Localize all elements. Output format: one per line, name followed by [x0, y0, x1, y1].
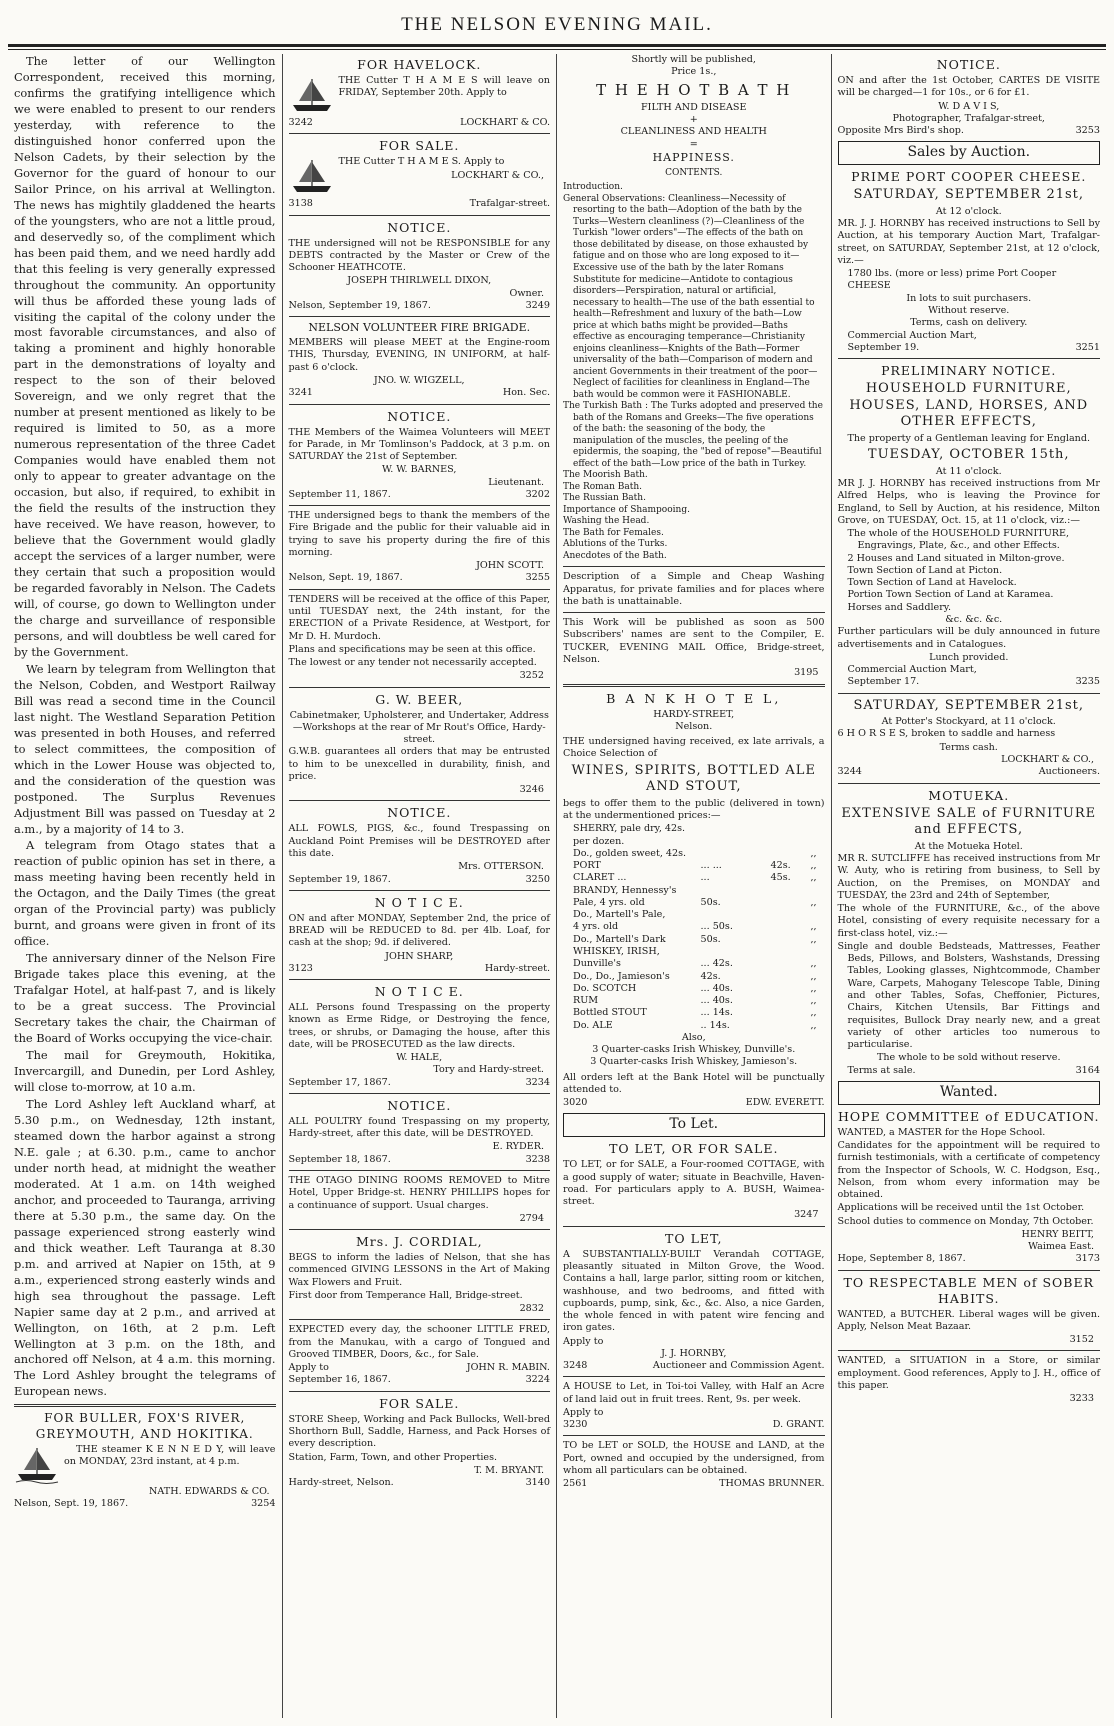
book-plus: +	[689, 113, 698, 125]
column-divider	[14, 1404, 276, 1407]
price-list	[563, 823, 825, 1032]
ad-text: A SUBSTANTIALLY-BUILT Verandah COTTAGE, pleasantly situated in Milton Grove, the Wood. Contains a hall, large parlor, sitting room or kitchen, washhouse, and two bedrooms, and fitted with cupboards, pump, sink, &c., &c. Also, a nice Garden, the whole fenced in with patent wire fencing and iron gates.	[563, 1248, 825, 1334]
ad-number: 2794	[519, 1212, 544, 1224]
ad-text: Candidates for the appointment will be required to furnish testimonials, with a certificate of competency from the Inspector of Schools, W. C. Hodgson, Esq., Nelson, from whom every information may be obtained.	[837, 1140, 1100, 1201]
ad-thanks	[289, 510, 551, 585]
divider	[563, 1226, 825, 1227]
list-item: 2 Houses and Land situated in Milton-grove.	[847, 552, 1065, 564]
ad-number: 3164	[1075, 1064, 1100, 1076]
ad-date-heading: SATURDAY, SEPTEMBER 21st,	[853, 187, 1085, 203]
price-row: SHERRY, pale dry, 42s. per dozen.	[573, 823, 686, 847]
ad-place: Waimea East.	[1028, 1241, 1094, 1253]
ad-place: At Potter's Stockyard, at 11 o'clock.	[881, 716, 1056, 728]
ad-date: September 17, 1867.	[288, 1076, 391, 1088]
ad-heading: NOTICE.	[936, 57, 1001, 72]
ad-heading: TO RESPECTABLE MEN of SOBER HABITS.	[843, 1274, 1095, 1306]
ad-name: JNO. W. WIGZELL,	[373, 375, 465, 386]
ad-sale-cutter	[289, 138, 551, 210]
ad-heading: N O T I C E.	[374, 894, 464, 910]
ad-heading: FOR BULLER, FOX'S RIVER, GREYMOUTH, AND HOKITIKA.	[35, 1411, 254, 1441]
section-box-auction: Sales by Auction.	[838, 141, 1101, 165]
ad-name: THOMAS BRUNNER.	[719, 1478, 825, 1490]
book-publish-note: This Work will be published as soon as 500 Subscribers' names are sent to the Compiler, E. TUCKER, EVENING MAIL Office, Bridge-street, Nelson.	[563, 617, 825, 665]
ad-reserve: Without reserve.	[928, 304, 1010, 316]
ad-number: 3249	[525, 299, 550, 311]
ad-heading: NOTICE.	[387, 408, 452, 424]
article-paragraph: The mail for Greymouth, Hokitika, Invercargill, and Dunedin, per Lord Ashley, will close to-morrow, at 10 a.m.	[14, 1048, 276, 1094]
ad-number: 3140	[525, 1477, 550, 1489]
ship-icon	[289, 156, 335, 196]
ad-date-heading: TUESDAY, OCTOBER 15th,	[867, 447, 1070, 463]
ad-also: Also,	[681, 1031, 706, 1043]
ad-role: Lieutenant.	[488, 476, 544, 488]
ad-number: 3248	[563, 1360, 588, 1372]
contents-item: Anecdotes of the Bath.	[563, 550, 667, 561]
ad-text: TO be LET or SOLD, the HOUSE and LAND, at the Port, owned and occupied by the undersigned, from whom all particulars can be obtained.	[563, 1440, 825, 1476]
ad-number: 2832	[519, 1303, 544, 1315]
ad-number: 2561	[563, 1478, 588, 1490]
ad-date: September 16, 1867.	[288, 1374, 391, 1386]
ad-text: Single and double Bedsteads, Mattresses, Feather Beds, Pillows, and Bolsters, Washstands, Dressing Tables, Looking glasses, Nightcommode, Chamber Ware, Carpets, Mahogany Telescope Table, Dining and other Tables, Sofas, Cheffonier, Pictures, Chairs, Kitchen Utensils, Bar Fittings and requisites, Bullock Dray nearly new, and a great variety of other articles too numerous to particularise.	[837, 940, 1100, 1051]
ad-text: THE undersigned will not be RESPONSIBLE for any DEBTS contracted by the Master or Crew of the Schooner HEATHCOTE.	[288, 237, 550, 274]
ad-number: 3254	[251, 1498, 276, 1510]
ad-agent: LOCKHART & CO.	[460, 117, 550, 128]
ad-hope-committee	[838, 1109, 1101, 1266]
ad-heading: B A N K H O T E L,	[606, 690, 782, 706]
ad-motueka	[838, 788, 1101, 1077]
ad-horses	[838, 698, 1101, 779]
divider	[563, 1435, 825, 1436]
divider	[289, 687, 551, 688]
ad-number: 3173	[1075, 1253, 1100, 1265]
ad-name: JOHN R. MABIN.	[466, 1362, 550, 1374]
ad-otago-dining	[289, 1175, 551, 1225]
ad-title: EXTENSIVE SALE of FURNITURE and EFFECTS,	[841, 805, 1097, 838]
ad-date: September 19, 1867.	[288, 873, 391, 885]
ad-lots: In lots to suit purchasers.	[906, 292, 1032, 304]
price-row: Dunville's ... 42s. ,,	[573, 958, 817, 970]
article-paragraph: The letter of our Wellington Correspondent, received this morning, confirms the gratifying intelligence which we were enabled to present to our renders yesterday, with reference to the distinguished honor conferred upon the Nelson Cadets, by their selection by the Governor for the guard of honour to our Sailor Prince, on his arrival at Wellington. The news has mightily gladdened the hearts of the youngsters, who are not a little proud, and deservedly so, of the compliment which has been paid them, and we need hardly add that this feeling is very generally expressed throughout the community. An opportunity will thus be afforded these young lads of visiting the capital of the colony under the most favorable circumstances, and also of taking a prominent and highly honorable part in the demonstrations of loyalty and respect to the son of their beloved Sovereign, and we only regret that the number at present mentioned as likely to be required is limited to 50, as a more numerous representation of the three Cadet Companies would have enabled them not only to appear to greater advantage on the occasion, but also, if required, to exhibit in the field the results of the instruction they have received. We have reason, however, to believe that the Government would gladly accept the services of a larger number, were they certain that such a proposition would be regarded favorably in Nelson. The Cadets will, of course, go down to Wellington under the charge and surveillance of responsible persons, and will doubtless be well cared for by the Government.	[14, 54, 276, 659]
ad-mart: Commercial Auction Mart,	[847, 664, 977, 676]
ad-number: 3195	[794, 667, 819, 679]
article-paragraph: The anniversary dinner of the Nelson Fire Brigade takes place this evening, at the Trafalgar Hotel, at half-past 7, and is likely to be a great success. The Provincial Secretary takes the chair, the Chairman of the Board of Works occupying the vice-chair.	[14, 951, 276, 1046]
ad-role: Auctioneer and Commission Agent.	[652, 1360, 825, 1372]
ad-date: Nelson, Sept. 19, 1867.	[14, 1498, 129, 1510]
ad-notice-bread	[289, 895, 551, 975]
contents-item: Washing the Head.	[563, 516, 650, 527]
ad-agent: LOCKHART & CO.,	[451, 169, 544, 181]
ad-name: JOSEPH THIRLWELL DIXON,	[347, 275, 492, 287]
book-subtitle: HAPPINESS.	[652, 150, 735, 164]
ad-heading: TO LET,	[665, 1230, 723, 1246]
divider	[563, 684, 825, 687]
article-paragraph: A telegram from Otago states that a reaction of public opinion has set in there, a mass meeting having been recently held in the Octagon, and the Daily Times (the great organ of the Provincial party) was publicly burnt, and groans were given in front of its office.	[14, 838, 276, 949]
column-1	[8, 54, 283, 1718]
divider	[289, 800, 551, 801]
contents-item: The Roman Bath.	[563, 481, 642, 492]
ad-text: School duties to commence on Monday, 7th October.	[837, 1215, 1094, 1227]
list-item: &c. &c. &c.	[945, 614, 1003, 625]
ad-number: 3247	[794, 1209, 819, 1221]
ad-text: First door from Temperance Hall, Bridge-street.	[288, 1289, 523, 1301]
contents-item: Ablutions of the Turks.	[563, 539, 668, 550]
divider	[289, 215, 551, 216]
ad-number: 3252	[519, 670, 544, 682]
ad-terms: Terms cash.	[939, 741, 998, 753]
ad-text: ALL POULTRY found Trespassing on my property, Hardy-street, after this date, will be DESTROYED.	[288, 1115, 550, 1140]
ad-item-list	[838, 528, 1101, 626]
ad-time: At 12 o'clock.	[935, 205, 1002, 217]
ad-place: Opposite Mrs Bird's shop.	[837, 125, 964, 137]
ship-icon	[14, 1444, 60, 1484]
article-paragraph: The Lord Ashley left Auckland wharf, at 5.30 p.m., on Wednesday, 12th instant, steamed down the harbor against a strong N.E. gale ; at 6.30. p.m., came to anchor under north head, at midnight the weather moderated. At 1 a.m. on 14th weighed anchor, and proceeded to Tauranga, arriving there at 5.30 p.m., the same day. On the passage experienced strong easterly wind and thick weather. Left Tauranga at 8.30 p.m. and arrived at Napier on 15th, at 9 a.m., experienced strong easterly winds and high sea throughout the passage. Left Napier same day at 2 p.m., and arrived at Wellington, on 16th, at 2 p.m. Left Wellington at 3 p.m. on the 18th, and anchored off Nelson, at 4 a.m. this morning. The Lord Ashley brought the telegrams of European news.	[14, 1096, 276, 1399]
price-row: Do. SCOTCH ... 40s. ,,	[573, 982, 817, 994]
ad-number: 3244	[837, 766, 862, 778]
divider	[289, 1319, 551, 1320]
divider	[289, 404, 551, 405]
divider	[563, 1376, 825, 1377]
ad-text: THE Cutter T H A M E S. Apply to	[338, 156, 505, 168]
ad-date: September 11, 1867.	[288, 488, 391, 500]
list-item: The whole of the HOUSEHOLD FURNITURE, Engravings, Plate, &c., and other Effects.	[847, 528, 1070, 552]
ad-text: G.W.B. guarantees all orders that may be entrusted to him to be unexcelled in durability, finish, and price.	[288, 746, 550, 782]
ad-number: 3238	[525, 1153, 550, 1165]
contents-item: The Russian Bath.	[563, 493, 646, 504]
ad-text: THE undersigned begs to thank the members of the Fire Brigade and the public for their valuable aid in trying to save his property during the fire of this morning.	[288, 510, 550, 558]
divider	[289, 979, 551, 980]
ad-text: TO LET, or for SALE, a Four-roomed COTTAGE, with a good supply of water; situate in Beachville, Haven-road. For particulars apply to A. BUSH, Waimea-street.	[563, 1159, 825, 1208]
ad-text: begs to offer them to the public (delivered in town) at the undermentioned prices:—	[563, 797, 825, 822]
ad-subtitle: At the Motueka Hotel.	[914, 840, 1023, 852]
newspaper-title: THE NELSON EVENING MAIL.	[401, 14, 713, 35]
price-row: Bottled STOUT ... 14s. ,,	[573, 1007, 817, 1019]
ad-name: J. J. HORNBY,	[661, 1347, 727, 1359]
column-2	[283, 54, 558, 1718]
page-columns	[8, 54, 1106, 1718]
ad-subtitle: The property of a Gentleman leaving for England.	[847, 432, 1091, 444]
ad-terms: Terms, cash on delivery.	[910, 317, 1028, 329]
ad-name: T. M. BRYANT.	[474, 1464, 544, 1476]
ad-place: Trafalgar-street.	[469, 198, 550, 210]
ad-heading: MOTUEKA.	[928, 787, 1010, 803]
column-4	[832, 54, 1107, 1718]
ad-text: The lowest or any tender not necessarily accepted.	[288, 657, 537, 669]
ad-number: 3230	[563, 1419, 588, 1431]
ad-place: Tory and Hardy-street.	[433, 1064, 544, 1076]
ad-text: 6 H O R S E S, broken to saddle and harness	[837, 728, 1056, 740]
ad-text: ON and after the 1st October, CARTES DE VISITE will be charged—1 for 10s., or 6 for £1.	[837, 75, 1100, 99]
ad-notice-otterson	[289, 805, 551, 885]
masthead-rule	[8, 44, 1106, 47]
ad-text: Further particulars will be duly announced in future advertisements and in Catalogues.	[837, 626, 1100, 650]
ad-number: 3233	[1069, 1393, 1094, 1405]
divider	[838, 1270, 1101, 1271]
book-subtitle: CLEANLINESS AND HEALTH	[620, 126, 767, 138]
ad-bank-hotel	[563, 691, 825, 1110]
ad-role: Owner.	[509, 287, 544, 299]
list-item: Horses and Saddlery.	[847, 601, 951, 613]
ad-havelock	[289, 57, 551, 129]
ad-apply: Apply to	[563, 1406, 604, 1418]
ad-text: All orders left at the Bank Hotel will be punctually attended to.	[563, 1071, 825, 1095]
ad-number: 3235	[1075, 676, 1100, 688]
ad-number: 3255	[525, 572, 550, 584]
ad-reserve: The whole to be sold without reserve.	[876, 1052, 1061, 1064]
contents-list	[563, 182, 825, 562]
ad-date-heading: SATURDAY, SEPTEMBER 21st,	[853, 697, 1085, 713]
contents-item: The Bath for Females.	[563, 527, 664, 538]
ad-text: MR. J. J. HORNBY has received instructions to Sell by Auction, at his temporary Auction Mart, Trafalgar-street, on SATURDAY, September 21st, at 12 o'clock, viz.—	[837, 218, 1100, 266]
book-subtitle: FILTH AND DISEASE	[641, 101, 747, 113]
ad-lunch: Lunch provided.	[929, 651, 1009, 663]
contents-item: The Moorish Bath.	[563, 470, 648, 481]
ad-name: HENRY BEITT,	[1021, 1228, 1094, 1240]
ad-heading: FOR HAVELOCK.	[357, 57, 482, 72]
ad-heading: HOPE COMMITTEE of EDUCATION.	[838, 1108, 1100, 1124]
ad-text: WANTED, a MASTER for the Hope School.	[837, 1126, 1046, 1138]
article-paragraph: We learn by telegram from Wellington that the Nelson, Cobden, and Westport Railway Bill was read a second time in the Council last night. The Westland Separation Petition was presented in both Houses, and referred to select committees, the composition of which in the Lower House was objected to, and the consideration of the question was postponed. The Surplus Revenues Adjustment Bill was passed on Tuesday at 2 a.m., by a majority of 14 to 3.	[14, 661, 276, 836]
price-row: Pale, 4 yrs. old 50s. ,,	[573, 896, 817, 908]
ad-number: 3020	[563, 1097, 588, 1109]
divider	[289, 1170, 551, 1171]
ad-preliminary	[838, 363, 1101, 689]
price-row: Do. ALE .. 14s. ,,	[573, 1019, 817, 1031]
ad-heading: NOTICE.	[387, 805, 452, 821]
ad-text: A HOUSE to Let, in Toi-toi Valley, with Half an Acre of land laid out in fruit trees. Rent, 9s. per week.	[563, 1381, 825, 1405]
ad-text: STORE Sheep, Working and Pack Bullocks, Well-bred Shorthorn Bull, Saddle, Harness, and Pack Horses of every description.	[288, 1413, 550, 1450]
ad-role: Photographer, Trafalgar-street,	[892, 112, 1045, 124]
ad-subheading: Cabinetmaker, Upholsterer, and Undertaker, Address—Workshops at the rear of Mr Rout's Office, Hardy-street.	[289, 709, 549, 746]
ad-role: Hon. Sec.	[502, 387, 550, 399]
divider	[289, 133, 551, 134]
list-item: Portion Town Section of Land at Karamea.	[847, 589, 1054, 601]
ad-text: MR J. J. HORNBY has received instructions from Mr Alfred Helps, who is leaving the Province for England, to Sell by Auction, at his residence, Milton Grove, on TUESDAY, Oct. 15, at 11 o'clock, viz.:—	[837, 478, 1100, 526]
section-box-to-let: To Let.	[563, 1113, 825, 1137]
divider	[289, 316, 551, 317]
book-equals: =	[689, 138, 698, 150]
ad-notice-hale	[289, 984, 551, 1089]
ad-name: W. HALE,	[396, 1052, 443, 1064]
ad-item: 1780 lbs. (more or less) prime Port Cooper CHEESE	[847, 268, 1057, 292]
ad-mart: Commercial Auction Mart,	[847, 329, 977, 341]
ad-number: 3242	[288, 117, 313, 128]
ad-role: Auctioneers.	[1038, 766, 1100, 778]
divider	[289, 1391, 551, 1392]
price-row: CLARET ... ... 45s. ,,	[573, 872, 817, 884]
contents-item: The Turkish Bath : The Turks adopted and preserved the bath of the Romans and Greeks—The five operations of the bath: the seasoning of the body, the manipulation of the muscles, the peeling of the epidermis, the soaping, the "bed of repose"—Beautiful effect of the bath—Low price of the bath in Turkey.	[563, 401, 823, 469]
column-3	[557, 54, 832, 1718]
ad-heading: G. W. BEER,	[375, 691, 464, 707]
ad-name: W. W. BARNES,	[382, 464, 457, 476]
divider	[289, 890, 551, 891]
divider	[838, 1350, 1101, 1351]
ad-name: D. GRANT.	[772, 1419, 825, 1431]
divider	[289, 1093, 551, 1094]
price-row: Do., Martell's Dark 50s. ,,	[573, 933, 817, 945]
masthead	[0, 0, 1114, 46]
ad-text: MEMBERS will please MEET at the Engine-room THIS, Thursday, EVENING, IN UNIFORM, at half-past 6 o'clock.	[288, 337, 550, 373]
ad-text: WANTED, a BUTCHER. Liberal wages will be given. Apply, Nelson Meat Bazaar.	[837, 1308, 1100, 1332]
ad-heading: TO LET, OR FOR SALE.	[609, 1141, 779, 1157]
ad-text: Station, Farm, Town, and other Properties.	[288, 1451, 498, 1463]
divider	[838, 358, 1101, 359]
ad-time: At 11 o'clock.	[935, 465, 1002, 477]
ad-date: Nelson, Sept. 19, 1867.	[288, 572, 403, 584]
ad-name: LOCKHART & CO.,	[1001, 754, 1094, 766]
book-intro: Shortly will be published,	[631, 54, 756, 65]
list-item: Town Section of Land at Picton.	[847, 564, 1003, 576]
ad-expected	[289, 1324, 551, 1386]
ad-text: MR R. SUTCLIFFE has received instructions from Mr W. Auty, who is retiring from business, to Sell by Auction, on the Premises, on MONDAY and TUESDAY, the 23rd and 24th of September,	[837, 853, 1100, 901]
book-price: Price 1s.,	[671, 66, 717, 78]
ad-notice-ryder	[289, 1098, 551, 1166]
ad-notice-waimea	[289, 409, 551, 502]
price-row: PORT ... ... 42s. ,,	[573, 860, 817, 872]
ad-cordial	[289, 1234, 551, 1315]
ad-date: Nelson, September 19, 1867.	[288, 299, 431, 311]
ad-agent: NATH. EDWARDS & CO.	[149, 1486, 270, 1498]
ad-text: WANTED, a SITUATION in a Store, or similar employment. Good references, Apply to J. H., office of this paper.	[837, 1355, 1100, 1391]
price-row: WHISKEY, IRISH,	[573, 946, 660, 958]
ad-notice-davis	[838, 57, 1101, 137]
divider	[289, 1229, 551, 1230]
ad-name: JOHN SHARP,	[385, 950, 454, 962]
ad-number: 3246	[519, 784, 544, 796]
ad-title: HOUSEHOLD FURNITURE, HOUSES, LAND, HORSES, AND OTHER EFFECTS,	[849, 381, 1089, 430]
ad-date: September 17.	[847, 676, 920, 688]
ad-tenders	[289, 594, 551, 683]
section-box-wanted: Wanted.	[838, 1081, 1101, 1105]
ad-text: THE Members of the Waimea Volunteers will MEET for Parade, in Mr Tomlinson's Paddock, at 3 p.m. on SATURDAY the 21st of September.	[288, 426, 550, 463]
ad-text: ALL Persons found Trespassing on the property known as Erme Ridge, or Destroying the fence, trees, or shrubs, or Damaging the house, after this date, will be PROSECUTED as the law directs.	[288, 1002, 550, 1050]
ad-sale-bryant	[289, 1396, 551, 1490]
divider	[838, 783, 1101, 784]
ad-number: 3224	[525, 1374, 550, 1386]
ad-text: THE undersigned having received, ex late arrivals, a Choice Selection of	[563, 736, 825, 760]
contents-item: Importance of Shampooing.	[563, 504, 690, 515]
ad-number: 3152	[1069, 1334, 1094, 1346]
ad-apply: Apply to	[563, 1335, 604, 1347]
ad-fire-brigade	[289, 321, 551, 399]
ad-name: JOHN SCOTT.	[476, 560, 544, 572]
ad-text: ON and after MONDAY, September 2nd, the price of BREAD will be REDUCED to 8d. per 4lb. Loaf, for cash at the shop; 9d. if delivered.	[288, 912, 550, 949]
divider	[289, 505, 551, 506]
ad-text: EXPECTED every day, the schooner LITTLE FRED, from the Manukau, with a cargo of Tongued and Grooved TIMBER, Doors, &c., for Sale.	[288, 1324, 550, 1360]
ad-name: EDW. EVERETT.	[745, 1097, 825, 1109]
ad-heading: FOR SALE.	[379, 1395, 460, 1411]
ad-date: September 18, 1867.	[288, 1153, 391, 1165]
ad-sober-habits	[838, 1275, 1101, 1406]
ship-icon	[289, 75, 335, 115]
ad-number: 3234	[525, 1076, 550, 1088]
ad-heading: N O T I C E.	[374, 984, 464, 1000]
price-row: BRANDY, Hennessy's	[573, 884, 677, 896]
divider	[838, 693, 1101, 694]
ad-number: 3241	[288, 387, 313, 399]
ad-text: THE OTAGO DINING ROOMS REMOVED to Mitre Hotel, Upper Bridge-st. HENRY PHILLIPS hopes for a continuance of support. Usual charges.	[288, 1175, 550, 1211]
ad-name: E. RYDER.	[492, 1141, 544, 1153]
price-row: 4 yrs. old ... 50s. ,,	[573, 921, 817, 933]
ad-heading: Mrs. J. CORDIAL,	[355, 1234, 483, 1250]
ad-text: BEGS to inform the ladies of Nelson, that she has commenced GIVING LESSONS in the Art of Making Wax Flowers and Fruit.	[288, 1252, 550, 1288]
ad-heading: PRELIMINARY NOTICE.	[881, 363, 1057, 379]
price-row: RUM ... 40s. ,,	[573, 995, 817, 1007]
divider	[563, 612, 825, 613]
ad-beer	[289, 692, 551, 797]
ad-date: Hope, September 8, 1867.	[837, 1253, 966, 1265]
ad-number: 3253	[1075, 125, 1100, 137]
list-item: Town Section of Land at Havelock.	[847, 577, 1017, 589]
ad-heading: FOR SALE.	[379, 138, 460, 154]
ad-number: 3202	[525, 488, 550, 500]
ad-text: ALL FOWLS, PIGS, &c., found Trespassing on Auckland Point Premises will be DESTROYED after this date.	[288, 823, 550, 859]
contents-heading: CONTENTS.	[665, 167, 723, 178]
ad-heading: NELSON VOLUNTEER FIRE BRIGADE.	[308, 321, 531, 335]
book-description: Description of a Simple and Cheap Washing Apparatus, for private families and for places where the bath is unattainable.	[563, 571, 825, 607]
price-row: Do., Do., Jamieson's 42s. ,,	[573, 970, 817, 982]
ad-also-item: 3 Quarter-casks Irish Whiskey, Jamieson's.	[590, 1056, 798, 1068]
ad-text: THE steamer K E N N E D Y, will leave on MONDAY, 23rd instant, at 4 p.m.	[64, 1444, 276, 1468]
ad-number: 3250	[525, 873, 550, 885]
ad-text: Plans and specifications may be seen at this office.	[288, 643, 536, 655]
ad-name: Mrs. OTTERSON.	[458, 861, 544, 873]
divider	[289, 589, 551, 590]
masthead-rule-thin	[8, 49, 1106, 50]
ad-place: Hardy-street, Nelson.	[288, 1477, 394, 1489]
ad-to-let	[563, 1141, 825, 1490]
ad-name: W. D A V I S,	[938, 100, 1000, 112]
book-title: T H E H O T B A T H	[596, 80, 792, 99]
ad-town: Nelson.	[675, 720, 713, 732]
ad-heading: PRIME PORT COOPER CHEESE.	[851, 169, 1087, 185]
ad-text: THE Cutter T H A M E S will leave on FRIDAY, September 20th. Apply to	[338, 75, 550, 99]
divider	[563, 566, 825, 567]
ad-text: TENDERS will be received at the office of this Paper, until TUESDAY next, the 24th instant, for the ERECTION of a Private Residence, at Westport, for Mr D. H. Murdoch.	[288, 593, 550, 642]
ad-notice-dixon	[289, 220, 551, 313]
ad-date: September 19.	[847, 341, 920, 353]
ad-place: Hardy-street.	[484, 962, 550, 974]
ad-text: The whole of the FURNITURE, &c., of the above Hotel, consisting of every requisite necessary for a first-class hotel, viz.:—	[837, 903, 1100, 939]
ad-number: 3251	[1075, 341, 1100, 353]
ad-number: 3138	[288, 198, 313, 210]
ad-heading: NOTICE.	[387, 1097, 452, 1113]
ad-also-item: 3 Quarter-casks Irish Whiskey, Dunville's.	[592, 1044, 796, 1056]
ad-buller	[14, 1411, 276, 1510]
ad-street: HARDY-STREET,	[653, 708, 735, 720]
ad-apply: Apply to	[288, 1362, 329, 1374]
contents-item: Introduction.	[563, 182, 623, 193]
contents-item: General Observations: Cleanliness—Necessity of resorting to the bath—Adoption of the bath by the Turks—Western cleanliness (?)—Cleanliness of the Turkish "lower orders"—The effects of the bath on those debilitated by disease, on those exhausted by fatigue and on those who are long exposed to it—Excessive use of the bath by the later Romans Substitute for medicine—Antidote to contagious disorders—Perspiration, natural or artificial, necessary to health—The use of the bath essential to health—Refreshment and luxury of the bath—Low price at which baths might be provided—Baths effective as encouraging temperance—Christianity enjoins cleanliness—Knights of the Bath—Former universality of the bath—Comparison of modern and ancient Governments in their treatment of the poor—Neglect of facilities for cleanliness in England—The bath would be common were it FASHIONABLE.	[563, 193, 818, 400]
ad-number: 3123	[288, 962, 313, 974]
price-row: Do., golden sweet, 42s. ,,	[573, 847, 817, 859]
ad-text: Applications will be received until the 1st October.	[837, 1202, 1085, 1214]
ad-terms: Terms at sale.	[847, 1064, 916, 1076]
ad-heading: NOTICE.	[387, 219, 452, 235]
ad-title: WINES, SPIRITS, BOTTLED ALE AND STOUT,	[571, 762, 816, 795]
price-row: Do., Martell's Pale,	[573, 909, 666, 921]
ad-cheese	[838, 169, 1101, 354]
